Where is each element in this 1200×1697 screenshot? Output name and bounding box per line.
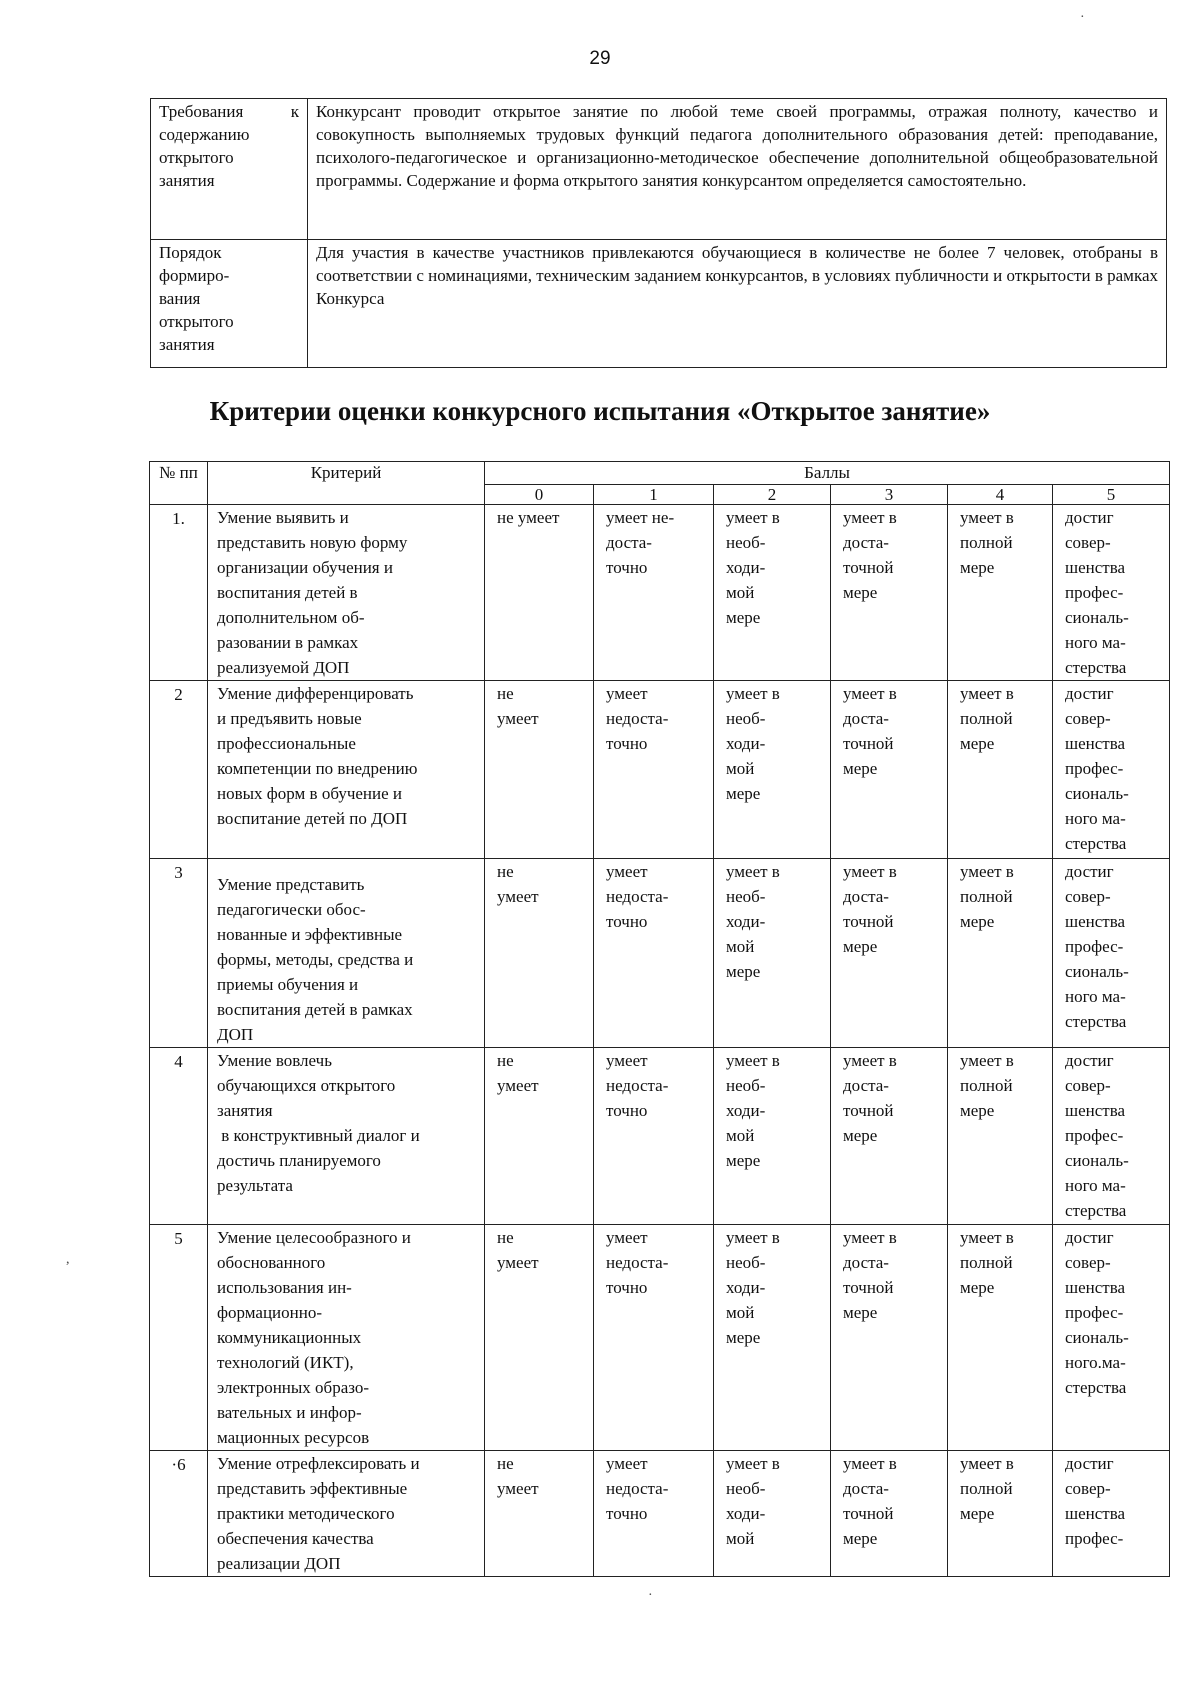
label-line: формиро- [159, 266, 230, 285]
score-line: сиональ- [1065, 608, 1129, 627]
score-line: умеет в [726, 1228, 780, 1247]
score-line: полной [960, 533, 1013, 552]
requirements-text: Для участия в качестве участников привлекаются обучающиеся в количестве не более 7 человек, отобраны в соответствии с номинациями, техническим заданием конкурсантов, в условиях публичности и открытости в рамках Конкурса [308, 240, 1167, 368]
score-line: точной [843, 1278, 894, 1297]
score-line: умеет в [960, 1454, 1014, 1473]
label-line: занятия [159, 335, 215, 354]
score-line: недоста- [606, 1076, 669, 1095]
criterion-line: Умение выявить и [217, 508, 349, 527]
score-cell [714, 505, 831, 681]
score-line: точно [606, 1504, 648, 1523]
row-number: 5 [150, 1225, 208, 1451]
score-line: сиональ- [1065, 1151, 1129, 1170]
score-line: достиг [1065, 684, 1114, 703]
criterion-line: воспитания детей в [217, 583, 358, 602]
scan-speck: · [1080, 10, 1085, 25]
score-line: ходи- [726, 558, 766, 577]
score-col-header: 0 [485, 485, 594, 505]
row-number: 3 [150, 859, 208, 1048]
score-cell [1053, 681, 1170, 859]
score-line: умеет [606, 1051, 648, 1070]
score-line: необ- [726, 709, 766, 728]
score-col-header: 3 [831, 485, 948, 505]
criterion-line: представить новую форму [217, 533, 408, 552]
criterion-line: технологий (ИКТ), [217, 1353, 354, 1372]
criterion-cell [208, 1048, 485, 1225]
header-num-line: № [159, 463, 176, 482]
table-row [150, 1048, 1170, 1225]
score-line: точной [843, 1504, 894, 1523]
score-line: шенства [1065, 734, 1126, 753]
score-cell [594, 681, 714, 859]
score-line: мере [843, 583, 878, 602]
score-line: мере [843, 1529, 878, 1548]
score-line: совер- [1065, 533, 1111, 552]
score-cell [714, 681, 831, 859]
score-cell [948, 1451, 1053, 1577]
score-cell [714, 1451, 831, 1577]
criterion-line: мационных ресурсов [217, 1428, 370, 1447]
score-line: умеет не- [606, 508, 675, 527]
score-line: умеет в [960, 862, 1014, 881]
criterion-line: Умение целесообразного и [217, 1228, 411, 1247]
header-num [150, 462, 208, 505]
criterion-line: формационно- [217, 1303, 322, 1322]
criterion-cell [208, 505, 485, 681]
table-row [150, 681, 1170, 859]
criterion-line: организации обучения и [217, 558, 393, 577]
score-line: мере [726, 784, 761, 803]
score-line: достиг [1065, 1051, 1114, 1070]
score-cell [594, 1048, 714, 1225]
score-line: мой [726, 1303, 755, 1322]
score-cell [948, 1225, 1053, 1451]
criterion-line: ДОП [217, 1025, 254, 1044]
score-line: доста- [606, 533, 652, 552]
score-line: умеет [497, 1253, 539, 1272]
score-line: умеет в [843, 684, 897, 703]
criterion-line: реализуемой ДОП [217, 658, 350, 677]
score-line: мой [726, 583, 755, 602]
score-line: не [497, 1051, 514, 1070]
requirements-table [150, 98, 1167, 368]
score-line: умеет в [726, 1454, 780, 1473]
score-line: доста- [843, 887, 889, 906]
score-line: профес- [1065, 1126, 1124, 1145]
score-line: ходи- [726, 1278, 766, 1297]
score-cell [948, 1048, 1053, 1225]
table-row [150, 1225, 1170, 1451]
table-row [150, 859, 1170, 1048]
score-line: стерства [1065, 1378, 1127, 1397]
label-line: открытого [159, 312, 234, 331]
score-cell [1053, 859, 1170, 1048]
criterion-cell [208, 1225, 485, 1451]
score-line: сиональ- [1065, 784, 1129, 803]
score-line: умеет в [960, 1051, 1014, 1070]
score-line: полной [960, 1253, 1013, 1272]
score-line: ного ма- [1065, 809, 1126, 828]
score-line: мере [726, 1328, 761, 1347]
score-line: умеет в [960, 684, 1014, 703]
score-cell [485, 505, 594, 681]
criterion-line: электронных образо- [217, 1378, 370, 1397]
score-line: умеет в [726, 1051, 780, 1070]
score-line: мере [960, 558, 995, 577]
score-line: достиг [1065, 862, 1114, 881]
score-line: мой [726, 937, 755, 956]
label-line: открытого [159, 148, 234, 167]
requirements-row [151, 240, 1167, 368]
score-line: точной [843, 734, 894, 753]
criterion-line: в конструктивный диалог и [217, 1126, 420, 1145]
score-line: недоста- [606, 1479, 669, 1498]
score-line: не [497, 862, 514, 881]
header-num-line: пп [179, 463, 198, 482]
scan-speck: , [66, 1252, 70, 1267]
score-line: мере [726, 962, 761, 981]
score-line: умеет в [843, 1454, 897, 1473]
score-line: мой [726, 1126, 755, 1145]
score-line: умеет в [843, 508, 897, 527]
label-line: Порядок [159, 243, 222, 262]
row-number: 1. [150, 505, 208, 681]
header-row [150, 462, 1170, 485]
score-line: умеет в [960, 508, 1014, 527]
score-cell [831, 505, 948, 681]
score-line: необ- [726, 887, 766, 906]
criterion-line: Умение представить [217, 875, 365, 894]
score-line: мере [960, 1278, 995, 1297]
criterion-line: использования ин- [217, 1278, 352, 1297]
score-cell [594, 859, 714, 1048]
row-number: 4 [150, 1048, 208, 1225]
score-line: мой [726, 759, 755, 778]
score-cell [831, 681, 948, 859]
row-number: 2 [150, 681, 208, 859]
score-cell [485, 1048, 594, 1225]
score-line: необ- [726, 1253, 766, 1272]
score-line: точной [843, 1101, 894, 1120]
label-line: вания [159, 289, 201, 308]
score-line: умеет [606, 862, 648, 881]
score-cell [831, 1451, 948, 1577]
score-cell [485, 1451, 594, 1577]
score-line: мере [960, 1504, 995, 1523]
score-line: совер- [1065, 1253, 1111, 1272]
score-line: мере [843, 937, 878, 956]
score-line: необ- [726, 1479, 766, 1498]
score-cell [485, 859, 594, 1048]
score-line: мере [726, 1151, 761, 1170]
row-number: ·6 [150, 1451, 208, 1577]
score-line: сиональ- [1065, 1328, 1129, 1347]
score-line: достиг [1065, 508, 1114, 527]
score-line: необ- [726, 1076, 766, 1095]
score-line: мере [843, 1303, 878, 1322]
score-line: мере [960, 912, 995, 931]
score-line: точной [843, 912, 894, 931]
criterion-cell [208, 859, 485, 1048]
criterion-line: компетенции по внедрению [217, 759, 418, 778]
criterion-line: воспитания детей в рамках [217, 1000, 413, 1019]
score-line: совер- [1065, 709, 1111, 728]
score-line: точно [606, 912, 648, 931]
score-line: мере [843, 1126, 878, 1145]
score-line: умеет [606, 684, 648, 703]
score-line: шенства [1065, 558, 1126, 577]
requirements-label [151, 240, 308, 368]
score-line: сиональ- [1065, 962, 1129, 981]
score-line: недоста- [606, 1253, 669, 1272]
score-col-header: 2 [714, 485, 831, 505]
score-line: точно [606, 734, 648, 753]
score-line: умеет [497, 1076, 539, 1095]
score-line: умеет [606, 1454, 648, 1473]
score-line: стерства [1065, 1012, 1127, 1031]
score-cell [948, 859, 1053, 1048]
score-line: профес- [1065, 1303, 1124, 1322]
score-line: шенства [1065, 1101, 1126, 1120]
score-line: ходи- [726, 734, 766, 753]
score-line: недоста- [606, 709, 669, 728]
criterion-line: педагогически обос- [217, 900, 366, 919]
score-line: не [497, 1228, 514, 1247]
score-cell [831, 859, 948, 1048]
score-line: совер- [1065, 887, 1111, 906]
criterion-line: занятия [217, 1101, 273, 1120]
criterion-line: профессиональные [217, 734, 356, 753]
score-line: мере [960, 734, 995, 753]
score-cell [1053, 1225, 1170, 1451]
criterion-line: обоснованного [217, 1253, 326, 1272]
score-line: доста- [843, 709, 889, 728]
criterion-line: разовании в рамках [217, 633, 359, 652]
score-cell [948, 505, 1053, 681]
score-col-header: 4 [948, 485, 1053, 505]
score-line: доста- [843, 1076, 889, 1095]
score-line: достиг [1065, 1454, 1114, 1473]
score-cell [485, 681, 594, 859]
score-line: стерства [1065, 658, 1127, 677]
label-line: содержанию [159, 125, 250, 144]
score-line: полной [960, 887, 1013, 906]
score-line: не [497, 684, 514, 703]
criterion-line: дополнительном об- [217, 608, 365, 627]
requirements-label [151, 99, 308, 240]
score-cell [1053, 505, 1170, 681]
criterion-line: вательных и инфор- [217, 1403, 362, 1422]
requirements-row [151, 99, 1167, 240]
score-cell [594, 1451, 714, 1577]
criterion-line: приемы обучения и [217, 975, 359, 994]
criterion-line: и предъявить новые [217, 709, 362, 728]
scan-speck: · [648, 1588, 653, 1603]
score-line: умеет в [843, 1051, 897, 1070]
criterion-line: нованные и эффективные [217, 925, 403, 944]
score-line: мере [843, 759, 878, 778]
criterion-line: обеспечения качества [217, 1529, 374, 1548]
score-cell [1053, 1048, 1170, 1225]
score-line: шенства [1065, 1278, 1126, 1297]
score-line: полной [960, 709, 1013, 728]
header-points: Баллы [485, 462, 1170, 485]
criterion-line: Умение дифференцировать [217, 684, 414, 703]
score-line: недоста- [606, 887, 669, 906]
score-line: ходи- [726, 912, 766, 931]
score-line: умеет [497, 709, 539, 728]
requirements-text: Конкурсант проводит открытое занятие по любой теме своей программы, отражая полноту, качество и совокупность выполняемых трудовых функций педагога дополнительного образования детей: преподавание, психолого-педагогическое и организационно-методическое обеспечение дополнительной общеобразовательной программы. Содержание и форма открытого занятия конкурсантом определяется самостоятельно. [308, 99, 1167, 240]
score-line: доста- [843, 1253, 889, 1272]
score-line: стерства [1065, 834, 1127, 853]
score-line: не умеет [497, 508, 560, 527]
criterion-line: реализации ДОП [217, 1554, 341, 1573]
score-line: умеет в [726, 684, 780, 703]
score-line: ходи- [726, 1101, 766, 1120]
score-cell [594, 505, 714, 681]
score-line: точно [606, 558, 648, 577]
score-line: мере [726, 608, 761, 627]
criterion-line: результата [217, 1176, 293, 1195]
criterion-line: практики методического [217, 1504, 395, 1523]
score-line: ного.ма- [1065, 1353, 1126, 1372]
score-line: не [497, 1454, 514, 1473]
score-line: умеет [497, 1479, 539, 1498]
score-line: совер- [1065, 1479, 1111, 1498]
criterion-cell [208, 1451, 485, 1577]
score-line: умеет в [726, 862, 780, 881]
score-line: ного ма- [1065, 1176, 1126, 1195]
score-line: умеет в [960, 1228, 1014, 1247]
criterion-line: новых форм в обучение и [217, 784, 403, 803]
header-criterion: Критерий [208, 462, 485, 505]
criteria-table [149, 461, 1170, 1577]
label-line: Требования к [159, 102, 299, 121]
score-line: умеет в [843, 1228, 897, 1247]
score-line: шенства [1065, 912, 1126, 931]
score-line: ного ма- [1065, 633, 1126, 652]
score-line: достиг [1065, 1228, 1114, 1247]
score-cell [485, 1225, 594, 1451]
score-line: ного ма- [1065, 987, 1126, 1006]
table-row [150, 505, 1170, 681]
score-line: умеет [606, 1228, 648, 1247]
criterion-line: Умение вовлечь [217, 1051, 332, 1070]
criterion-line: Умение отрефлексировать и [217, 1454, 420, 1473]
criterion-cell [208, 681, 485, 859]
criterion-line: достичь планируемого [217, 1151, 381, 1170]
score-cell [594, 1225, 714, 1451]
score-line: доста- [843, 533, 889, 552]
score-line: полной [960, 1076, 1013, 1095]
label-line: занятия [159, 171, 215, 190]
score-cell [714, 1225, 831, 1451]
score-line: профес- [1065, 1529, 1124, 1548]
criteria-title: Критерии оценки конкурсного испытания «Открытое занятие» [209, 396, 991, 426]
table-row [150, 1451, 1170, 1577]
score-line: профес- [1065, 583, 1124, 602]
score-line: ходи- [726, 1504, 766, 1523]
criterion-line: коммуникационных [217, 1328, 362, 1347]
score-line: профес- [1065, 937, 1124, 956]
score-line: умеет в [726, 508, 780, 527]
score-line: точной [843, 558, 894, 577]
score-line: мой [726, 1529, 755, 1548]
score-line: стерства [1065, 1201, 1127, 1220]
score-cell [948, 681, 1053, 859]
score-line: доста- [843, 1479, 889, 1498]
score-line: профес- [1065, 759, 1124, 778]
score-line: необ- [726, 533, 766, 552]
score-line: совер- [1065, 1076, 1111, 1095]
score-cell [831, 1225, 948, 1451]
score-line: умеет [497, 887, 539, 906]
score-line: шенства [1065, 1504, 1126, 1523]
score-cell [1053, 1451, 1170, 1577]
score-col-header: 5 [1053, 485, 1170, 505]
score-cell [714, 859, 831, 1048]
page-number: 29 [589, 48, 611, 69]
score-cell [714, 1048, 831, 1225]
criterion-line: представить эффективные [217, 1479, 408, 1498]
score-line: точно [606, 1101, 648, 1120]
score-line: мере [960, 1101, 995, 1120]
score-line: полной [960, 1479, 1013, 1498]
criterion-line: обучающихся открытого [217, 1076, 396, 1095]
score-line: точно [606, 1278, 648, 1297]
score-col-header: 1 [594, 485, 714, 505]
criterion-line: формы, методы, средства и [217, 950, 414, 969]
score-line: умеет в [843, 862, 897, 881]
criterion-line: воспитание детей по ДОП [217, 809, 408, 828]
score-cell [831, 1048, 948, 1225]
